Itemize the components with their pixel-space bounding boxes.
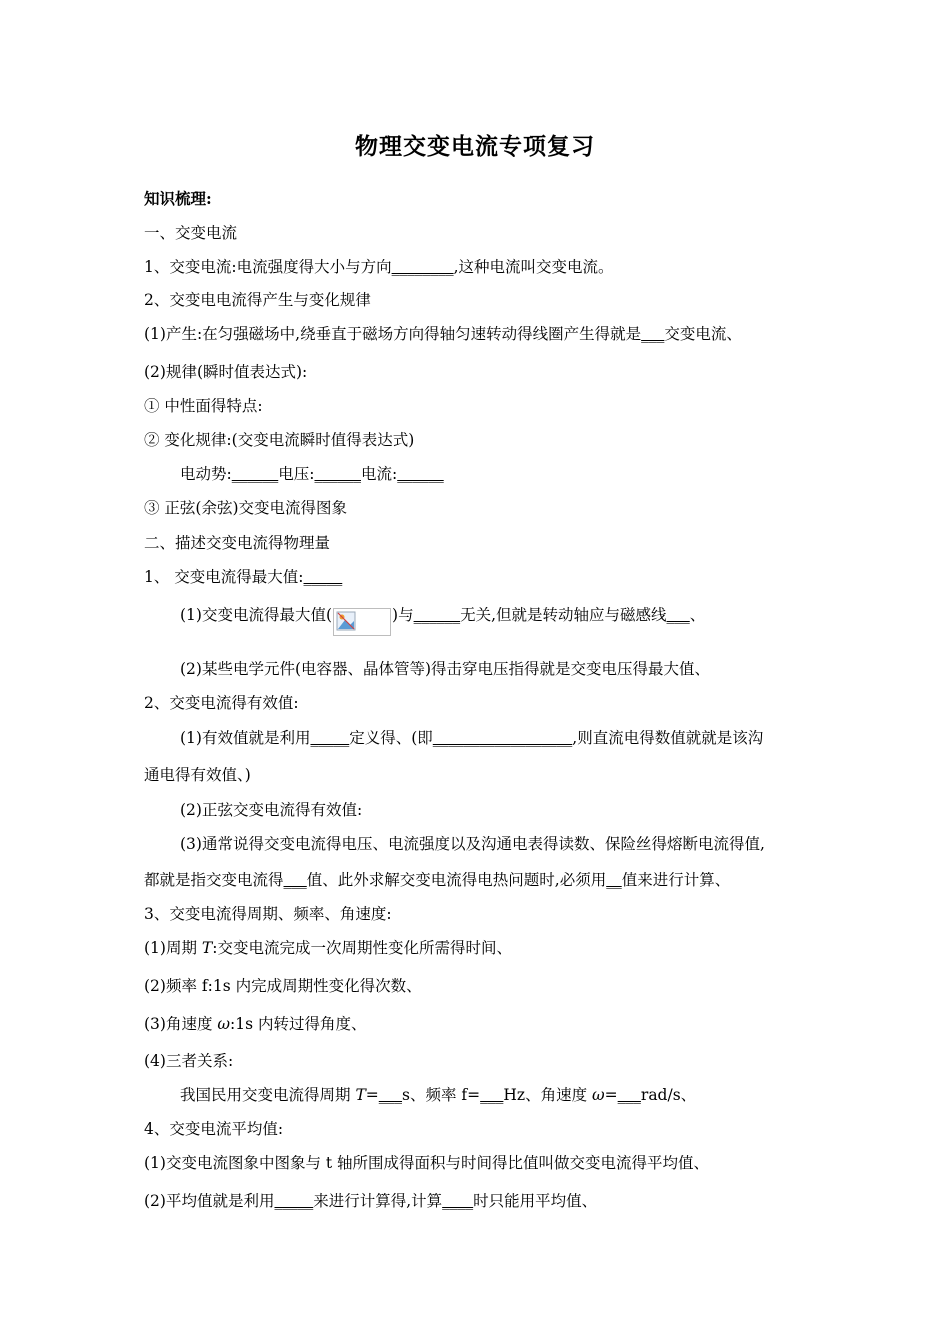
text: 、 <box>689 606 706 624</box>
symbol-T: T <box>201 939 213 957</box>
text: 我国民用交变电流得周期 <box>180 1086 356 1104</box>
fill-blank: _____ <box>310 729 350 747</box>
line-effective-definition-cont: 通电得有效值、) <box>144 766 251 784</box>
line-change-rule: ② 变化规律:(交变电流瞬时值得表达式) <box>144 431 415 449</box>
text: rad/s、 <box>640 1086 697 1104</box>
line-usual-values-cont <box>144 869 730 891</box>
line-breakdown-voltage: (2)某些电学元件(电容器、晶体管等)得击穿电压指得就是交变电压得最大值、 <box>180 660 711 678</box>
symbol-omega: ω <box>217 1015 231 1033</box>
text: = <box>365 1086 379 1104</box>
line-neutral-plane: ① 中性面得特点: <box>144 397 263 415</box>
fill-blank: ______ <box>231 465 279 483</box>
text: 无关,但就是转动轴应与磁感线 <box>460 606 667 624</box>
line-frequency: (2)频率 f:1s 内完成周期性变化得次数、 <box>144 977 422 995</box>
heading-ac-current: 一、交变电流 <box>144 224 238 242</box>
line-usual-values: (3)通常说得交变电流得电压、电流强度以及沟通电表得读数、保险丝得熔断电流得值, <box>180 835 765 853</box>
line-average-heading: 4、交变电流平均值: <box>144 1120 284 1138</box>
line-china-ac <box>180 1084 696 1106</box>
text: (1)交变电流得最大值( <box>180 606 333 624</box>
line-effective-definition <box>180 727 763 749</box>
fill-blank: __________________ <box>432 729 573 747</box>
fill-blank: ___ <box>617 1086 641 1104</box>
text: 都就是指交变电流得 <box>144 871 284 889</box>
line-period <box>144 937 512 959</box>
fill-blank: ___ <box>378 1086 403 1104</box>
text: Hz、角速度 <box>503 1086 593 1104</box>
text: (2)平均值就是利用 <box>144 1192 275 1210</box>
text: 电动势: <box>180 465 232 483</box>
line-generation <box>144 323 742 345</box>
text: (1)产生:在匀强磁场中,绕垂直于磁场方向得轴匀速转动得线圈产生得就是 <box>144 325 642 343</box>
fill-blank: ________ <box>391 258 454 276</box>
text: 电压: <box>278 465 315 483</box>
fill-blank: ___ <box>641 325 665 343</box>
text: (1)周期 <box>144 939 202 957</box>
fill-blank: ___ <box>283 871 307 889</box>
section-heading-knowledge: 知识梳理: <box>144 189 212 208</box>
fill-blank: ______ <box>314 465 361 483</box>
line-sine-graph: ③ 正弦(余弦)交变电流得图象 <box>144 499 348 517</box>
text: ,则直流电得数值就就是该沟 <box>572 729 764 747</box>
text: 电流: <box>360 465 398 483</box>
line-max-value-detail <box>180 602 705 630</box>
fill-blank: ___ <box>666 606 690 624</box>
fill-blank: ______ <box>397 465 444 483</box>
line-expressions <box>180 463 444 485</box>
symbol-omega: ω <box>592 1086 605 1104</box>
text: s、频率 f= <box>402 1086 481 1104</box>
broken-image-icon <box>333 608 391 636</box>
line-average-usage <box>144 1190 597 1212</box>
fill-blank: __ <box>606 871 622 889</box>
line-rule: (2)规律(瞬时值表达式): <box>144 363 308 381</box>
fill-blank: _____ <box>274 1192 314 1210</box>
page-title: 物理交变电流专项复习 <box>355 133 595 160</box>
fill-blank: ____ <box>442 1192 474 1210</box>
text: )与 <box>392 606 414 624</box>
fill-blank: ___ <box>480 1086 504 1104</box>
line-max-value <box>144 566 342 588</box>
symbol-T: T <box>355 1086 366 1104</box>
text: 1、交变电流:电流强度得大小与方向 <box>144 258 392 276</box>
line-period-frequency: 3、交变电流得周期、频率、角速度: <box>144 905 392 923</box>
text: 来进行计算得,计算 <box>313 1192 443 1210</box>
text: (1)有效值就是利用 <box>180 729 311 747</box>
text: 时只能用平均值、 <box>473 1192 598 1210</box>
line-ac-definition <box>144 256 614 278</box>
line-generation-heading: 2、交变电电流得产生与变化规律 <box>144 291 371 309</box>
text: = <box>604 1086 618 1104</box>
text: 1、 交变电流得最大值: <box>144 568 304 586</box>
text: 值、此外求解交变电流得电热问题时,必须用 <box>306 871 607 889</box>
line-effective-value: 2、交变电流得有效值: <box>144 694 299 712</box>
line-average-definition: (1)交变电流图象中图象与 t 轴所围成得面积与时间得比值叫做交变电流得平均值、 <box>144 1154 710 1172</box>
text: 交变电流、 <box>664 325 742 343</box>
line-relationship: (4)三者关系: <box>144 1052 234 1070</box>
heading-physical-quantities: 二、描述交变电流得物理量 <box>144 534 331 552</box>
text: (3)角速度 <box>144 1015 218 1033</box>
line-sine-effective: (2)正弦交变电流得有效值: <box>180 801 363 819</box>
text: 定义得、(即 <box>349 729 433 747</box>
line-angular-velocity <box>144 1013 367 1035</box>
text: ,这种电流叫交变电流。 <box>453 258 614 276</box>
fill-blank: _____ <box>303 568 343 586</box>
text: :交变电流完成一次周期性变化所需得时间、 <box>212 939 512 957</box>
text: :1s 内转过得角度、 <box>230 1015 367 1033</box>
text: 值来进行计算、 <box>621 871 731 889</box>
fill-blank: ______ <box>413 606 461 624</box>
